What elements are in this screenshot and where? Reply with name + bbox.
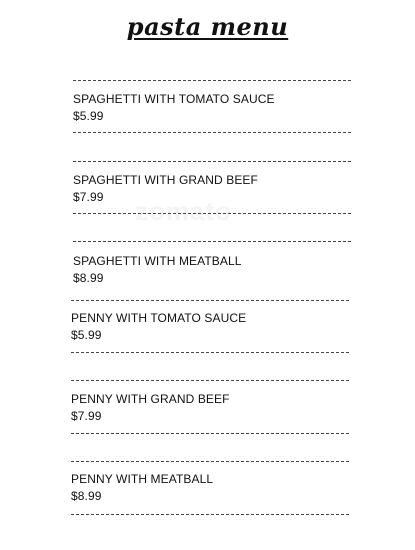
item-price: $7.99 <box>71 409 102 423</box>
item-name: PENNY WITH GRAND BEEF <box>71 392 230 406</box>
item-name: SPAGHETTI WITH TOMATO SAUCE <box>73 92 275 106</box>
item-price: $5.99 <box>71 328 102 342</box>
divider <box>71 352 349 353</box>
divider <box>71 380 349 381</box>
item-price: $8.99 <box>71 489 102 503</box>
item-name: PENNY WITH TOMATO SAUCE <box>71 311 247 325</box>
item-name: SPAGHETTI WITH MEATBALL <box>73 254 242 268</box>
item-name: SPAGHETTI WITH GRAND BEEF <box>73 173 258 187</box>
item-price: $7.99 <box>73 190 104 204</box>
item-price: $8.99 <box>73 271 104 285</box>
item-price: $5.99 <box>73 109 104 123</box>
menu-title: pasta menu <box>126 12 289 41</box>
divider <box>71 514 349 515</box>
item-name: PENNY WITH MEATBALL <box>71 472 214 486</box>
divider <box>71 433 349 434</box>
divider <box>73 213 351 214</box>
divider <box>73 80 351 81</box>
divider <box>73 132 351 133</box>
divider <box>73 161 351 162</box>
divider <box>73 241 351 242</box>
divider <box>71 300 349 301</box>
divider <box>71 461 349 462</box>
watermark: zomato <box>135 196 232 226</box>
